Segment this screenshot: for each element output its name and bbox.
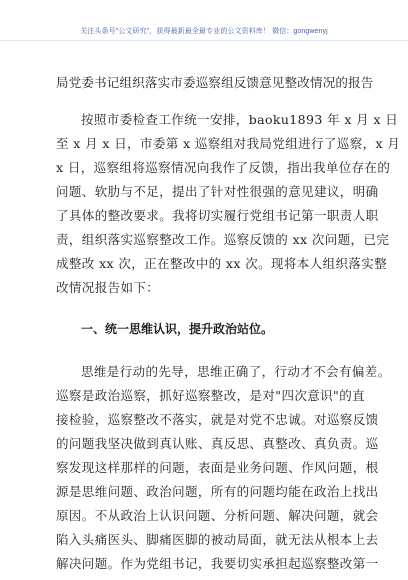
paragraph-line: 至 x 月 x 日，市委第 x 巡察组对我局党组进行了巡察，x 月: [56, 136, 401, 151]
top-banner: [0, 0, 408, 41]
paragraph-line: 责，组织落实巡察整改工作。巡察反馈的 xx 次问题，已完: [56, 232, 390, 247]
paragraph-line: x 日，巡察组将巡察情况向我作了反馈，指出我单位存在的: [56, 160, 391, 175]
document-body: [56, 74, 401, 576]
paragraph-1: [56, 108, 401, 300]
paragraph-2: [56, 360, 391, 576]
paragraph-line: 问题、软肋与不足，提出了针对性很强的意见建议，明确: [56, 184, 379, 199]
paragraph-line: 了具体的整改要求。我将切实履行党组书记第一职责人职: [56, 208, 379, 223]
paragraph-line: 成整改 xx 次，正在整改中的 xx 次。现将本人组织落实整: [56, 256, 388, 271]
paragraph-line: 改情况报告如下：: [56, 280, 160, 295]
paragraph-line: 解决问题。作为党组书记，我要切实承担起巡察整改第一: [56, 556, 379, 571]
paragraph-line: 接检验，巡察整改不落实，就是对党不忠诚。对巡察反馈: [56, 412, 379, 427]
paragraph-line: 巡察是政治巡察，抓好巡察整改，是对"四次意识"的直: [56, 388, 365, 403]
paragraph-line: 源是思维问题、政治问题，所有的问题均能在政治上找出: [56, 484, 379, 499]
paragraph-line: 的问题我坚决做到真认账、真反思、真整改、真负责。巡: [56, 436, 379, 451]
paragraph-line: 察发现这样那样的问题，表面是业务问题、作风问题，根: [56, 460, 379, 475]
document-title: 局党委书记组织落实市委巡察组反馈意见整改情况的报告: [56, 75, 374, 90]
banner-text: 关注头条号"公文研究"，获得最新最全最专业的公文资料库！ 微信：gongwenyj: [80, 28, 328, 35]
paragraph-line: 原因。不从政治上认识问题、分析问题、解决问题，就会: [56, 508, 379, 523]
paragraph-line: 思维是行动的先导，思维正确了，行动才不会有偏差。: [81, 364, 391, 379]
paragraph-line: 陷入头痛医头、脚痛医脚的被动局面，就无法从根本上去: [56, 532, 379, 547]
paragraph-line: 按照市委检查工作统一安排，baoku1893 年 x 月 x 日: [81, 112, 399, 127]
section-heading: 一、统一思维认识，提升政治站位。: [81, 322, 274, 336]
